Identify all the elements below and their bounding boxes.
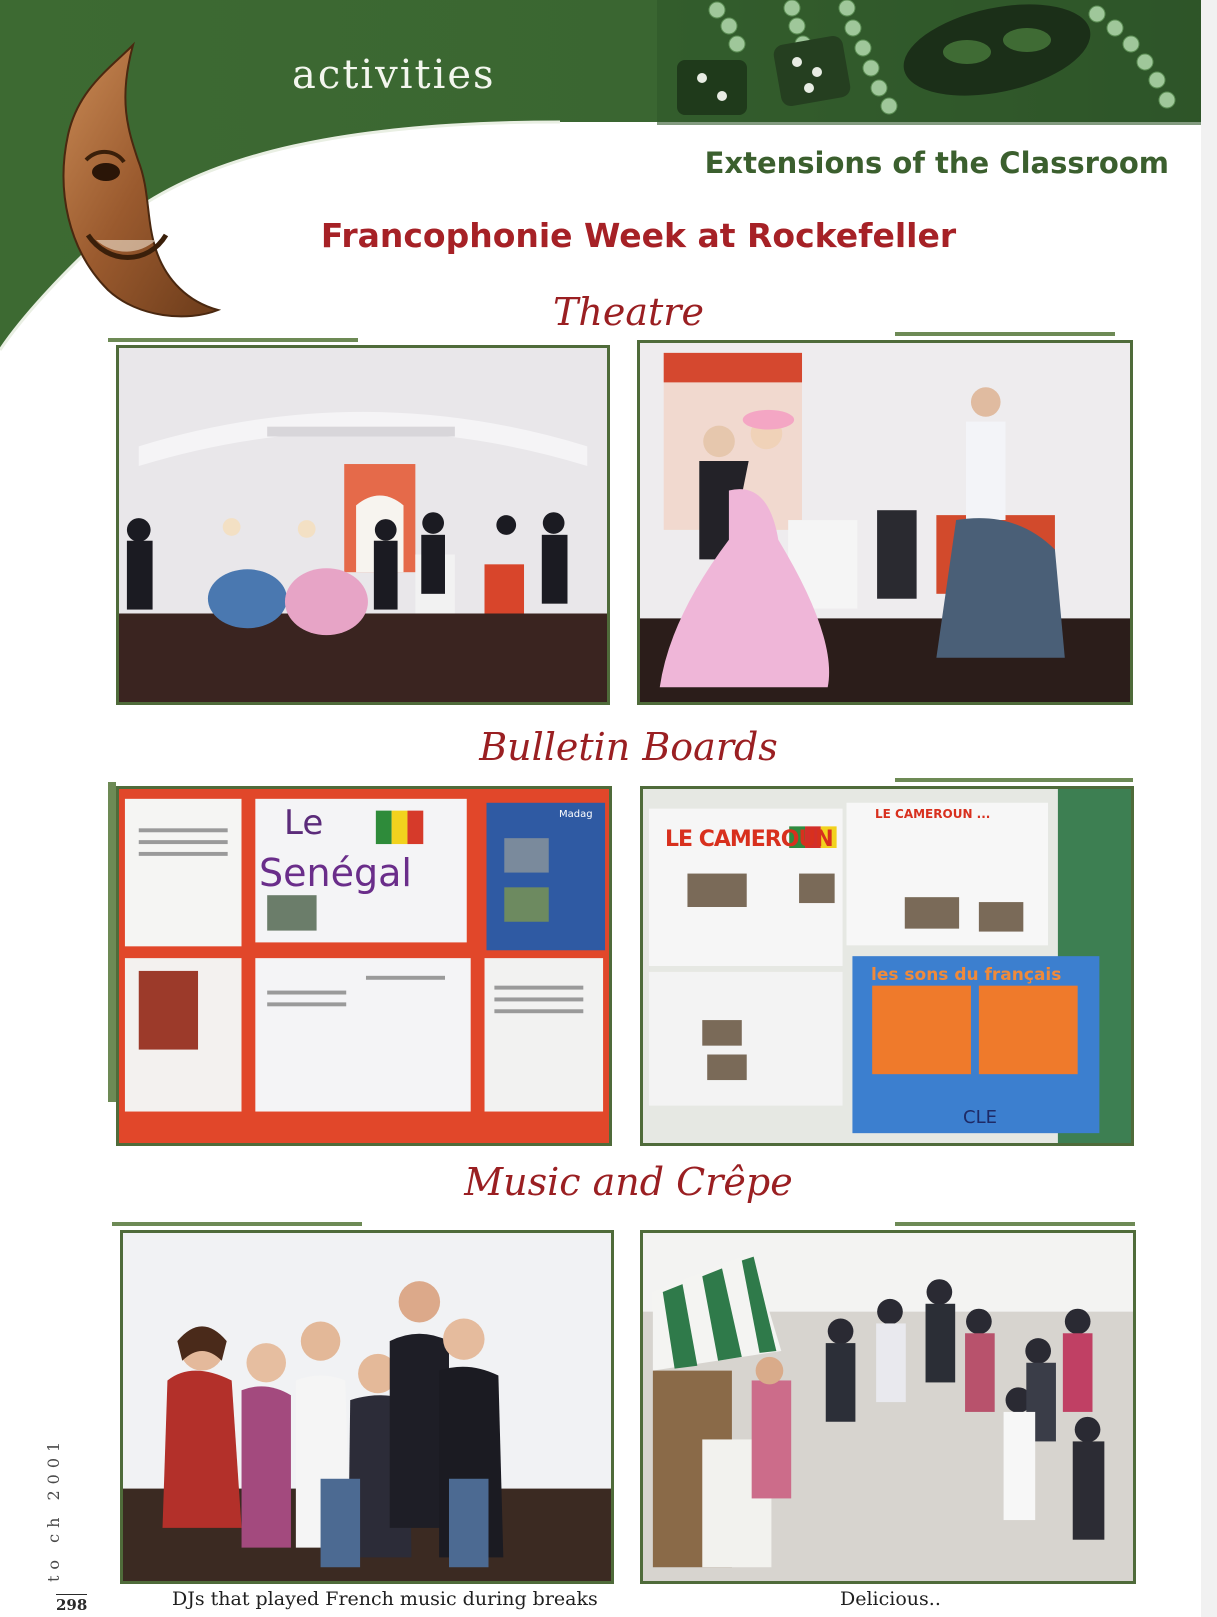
- subtitle: Extensions of the Classroom: [704, 146, 1169, 180]
- vertical-issue-text: to ch 2001: [44, 1435, 63, 1582]
- section-label: activities: [292, 52, 496, 98]
- frame-accent: [112, 1222, 362, 1226]
- frame-accent: [895, 332, 1115, 336]
- photo-theatre-stage: [116, 345, 610, 705]
- section-heading-music-and-crepe: Music and Crêpe: [464, 1160, 793, 1204]
- board-text-le: Le: [284, 803, 324, 843]
- page-title: Francophonie Week at Rockefeller: [320, 216, 957, 255]
- frame-accent: [108, 338, 358, 342]
- frame-accent: [108, 782, 116, 1102]
- photo-theatre-dance: [637, 340, 1133, 705]
- section-heading-theatre: Theatre: [553, 290, 704, 334]
- section-heading-bulletin-boards: Bulletin Boards: [479, 725, 778, 769]
- board-text-cameroun: LE CAMEROUN: [665, 827, 833, 852]
- page-edge: [1201, 0, 1217, 1617]
- beads-and-dice-decoration: [657, 0, 1217, 125]
- frame-accent: [895, 778, 1133, 782]
- board-text-cameroun-small: LE CAMEROUN ...: [875, 807, 991, 821]
- photo-bulletin-senegal: [116, 786, 612, 1146]
- board-text-cle: CLE: [963, 1107, 997, 1128]
- theatre-mask-illustration: [38, 40, 228, 330]
- photo-crepe-stand: [640, 1230, 1136, 1584]
- caption-delicious: Delicious..: [840, 1588, 941, 1610]
- board-text-senegal: Senégal: [259, 851, 412, 895]
- page-number: 298: [56, 1596, 88, 1614]
- frame-accent: [895, 1222, 1135, 1226]
- caption-djs: DJs that played French music during breaks: [172, 1588, 598, 1610]
- photo-bulletin-cameroun: [640, 786, 1134, 1146]
- board-text-madagascar: Madag: [559, 809, 593, 820]
- photo-djs-group: [120, 1230, 614, 1584]
- board-text-les-sons: les sons du français: [871, 965, 1062, 985]
